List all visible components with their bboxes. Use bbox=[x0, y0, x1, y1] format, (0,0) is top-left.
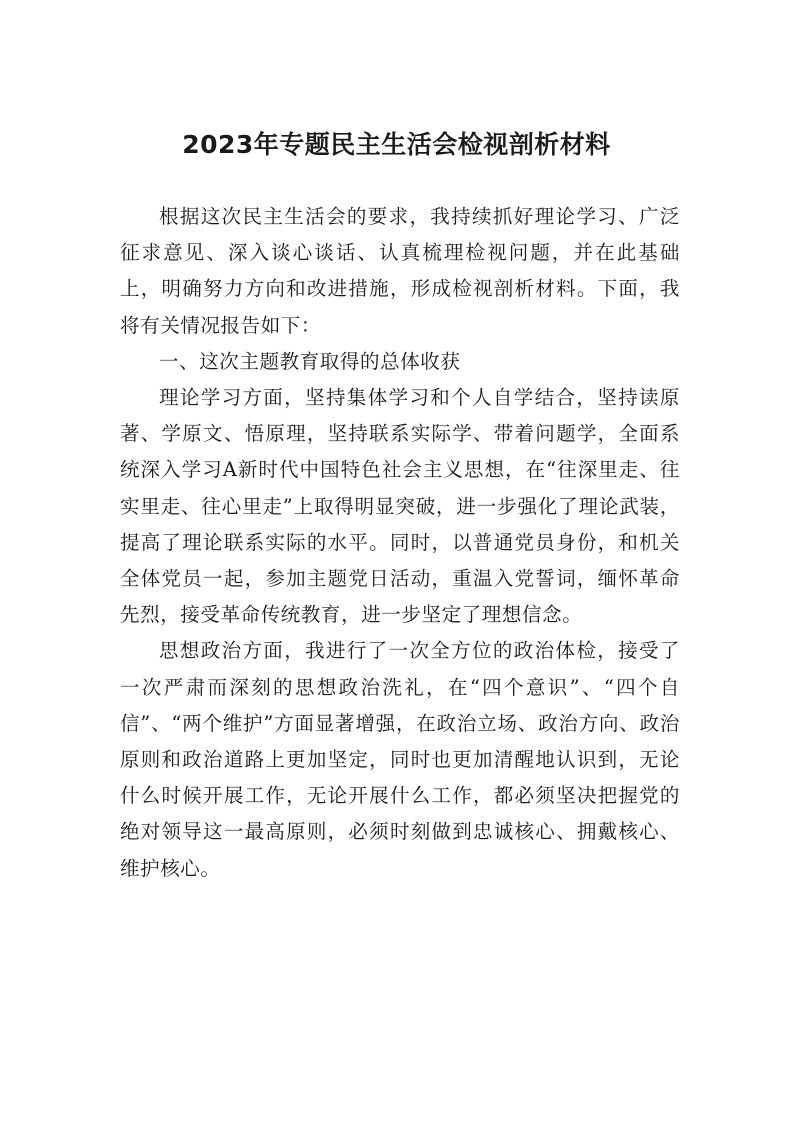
paragraph-intro: 根据这次民主生活会的要求，我持续抓好理论学习、广泛征求意见、深入谈心谈话、认真梳理检视问题，并在此基础上，明确努力方向和改进措施，形成检视剖析材料。下面，我将有关情况报告如下： bbox=[120, 205, 680, 337]
paragraph-political-thought: 思想政治方面，我进行了一次全方位的政治体检，接受了一次严肃而深刻的思想政治洗礼，在“四个意识”、“四个自信”、“两个维护”方面显著增强，在政治立场、政治方向、政治原则和政治道路上更加坚定，同时也更加清醒地认识到，无论什么时候开展工作，无论开展什么工作，都必须坚决把握党的绝对领导这一最高原则，必须时刻做到忠诚核心、拥戴核心、维护核心。 bbox=[120, 639, 680, 880]
document-title: 2023年专题民主生活会检视剖析材料 bbox=[182, 130, 611, 159]
section-heading: 一、这次主题教育取得的总体收获 bbox=[159, 349, 461, 373]
document-body bbox=[120, 199, 680, 887]
paragraph-theory-study: 理论学习方面，坚持集体学习和个人自学结合，坚持读原著、学原文、悟原理，坚持联系实际学、带着问题学，全面系统深入学习A新时代中国特色社会主义思想，在“往深里走、往实里走、往心里走”上取得明显突破，进一步强化了理论武装，提高了理论联系实际的水平。同时，以普通党员身份，和机关全体党员一起，参加主题党日活动，重温入党誓词，缅怀革命先烈，接受革命传统教育，进一步坚定了理想信念。 bbox=[120, 386, 680, 627]
